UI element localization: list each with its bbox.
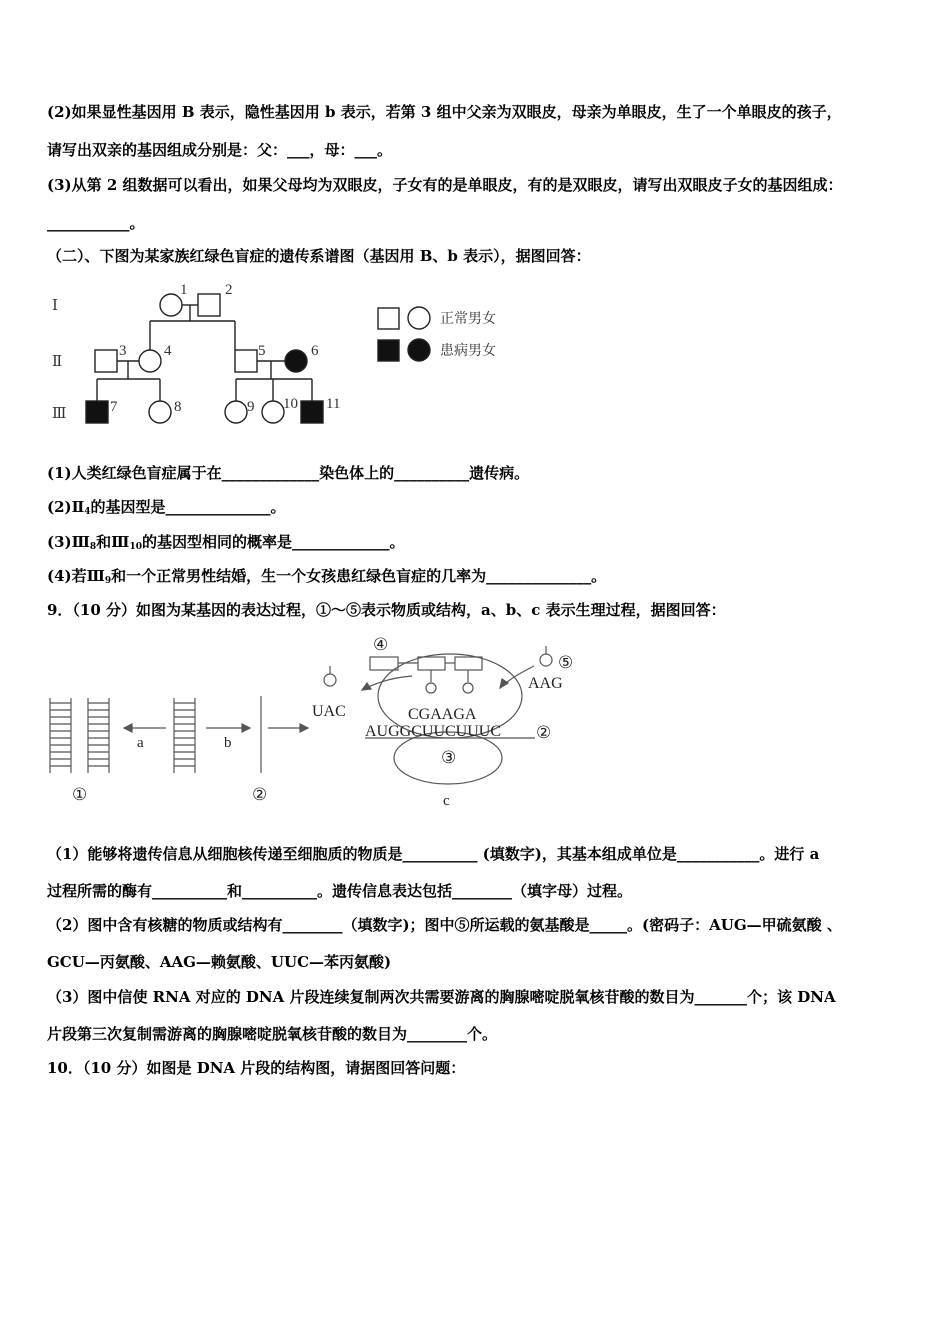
- q2-p2-line2: 请写出双亲的基因组成分别是：父：___，母：___。: [47, 141, 393, 159]
- num-5: 5: [258, 343, 266, 359]
- trna-right-anticodon: AAG: [528, 675, 563, 692]
- pedigree-individual-10: [262, 401, 284, 423]
- num-2: 2: [225, 282, 233, 298]
- fig-label-2-right: ②: [536, 723, 552, 742]
- num-6: 6: [311, 343, 319, 359]
- legend-normal-label: 正常男女: [440, 312, 496, 327]
- num-4: 4: [164, 343, 172, 359]
- q2-p2-line1: (2)如果显性基因用 B 表示，隐性基因用 b 表示，若第 3 组中父亲为双眼皮，母亲为单眼皮，生了一个单眼皮的孩子，: [47, 103, 842, 121]
- num-11: 11: [326, 396, 341, 412]
- fig-label-c: c: [443, 793, 450, 809]
- q9-s1-line1: （1）能够将遗传信息从细胞核传递至细胞质的物质是__________ (填数字)，其基本组成单位是___________。进行 a: [47, 845, 820, 863]
- q2-p3-line1: (3)从第 2 组数据可以看出，如果父母均为双眼皮，子女有的是单眼皮，有的是双眼皮，请写出双眼皮子女的基因组成：: [47, 176, 843, 194]
- q9-s3-line2: 片段第三次复制需游离的胸腺嘧啶脱氧核苷酸的数目为________个。: [47, 1025, 498, 1043]
- trna-right: [540, 654, 552, 666]
- dna-rungs-2: [174, 703, 195, 766]
- num-3: 3: [119, 343, 127, 359]
- q9-title: 9．（10 分）如图为某基因的表达过程，①～⑤表示物质或结构，a、b、c 表示生理过程，据图回答：: [47, 601, 726, 619]
- part2-intro: （二）、下图为某家族红绿色盲症的遗传系谱图（基因用 B、b 表示），据图回答：: [47, 247, 591, 265]
- pedigree-individual-4: [139, 350, 161, 372]
- pedigree-individual-3: [95, 350, 117, 372]
- part2-q1: (1)人类红绿色盲症属于在_____________染色体上的__________遗传病。: [47, 464, 530, 482]
- q9-s2-line2: GCU—丙氨酸、AAG—赖氨酸、UUC—苯丙氨酸): [47, 953, 392, 971]
- legend-affected-label: 患病男女: [440, 344, 496, 359]
- fig-label-4: ④: [373, 635, 389, 654]
- legend-affected-female: [408, 339, 430, 361]
- num-9: 9: [247, 399, 255, 415]
- fig-label-b: b: [224, 735, 232, 751]
- gen-label-2: Ⅱ: [52, 354, 63, 370]
- part2-q2: $(2)Ⅱ_4$的基因型是______________。: [47, 498, 286, 517]
- fig-label-1: ①: [72, 785, 88, 804]
- gene-expression-figure: [40, 630, 600, 815]
- pedigree-individual-1: [160, 294, 182, 316]
- num-1: 1: [180, 282, 188, 298]
- q2-p3-line2: ___________。: [47, 214, 145, 232]
- gen-label-3: Ⅲ: [52, 406, 67, 422]
- amino-acid-4: [370, 657, 398, 670]
- q9-s2-line1: （2）图中含有核糖的物质或结构有________（填数字)；图中⑤所运载的氨基酸是_____。(密码子：AUG—甲硫氨酸 、: [47, 916, 842, 934]
- fig-label-2-left: ②: [252, 785, 268, 804]
- legend-affected-male: [378, 340, 399, 361]
- pedigree-individual-2: [198, 294, 220, 316]
- pedigree-individual-8: [149, 401, 171, 423]
- dna-rungs-1: [50, 703, 109, 766]
- q10-title: 10．（10 分）如图是 DNA 片段的结构图，请据图回答问题：: [47, 1059, 466, 1077]
- part2-q3: $(3)Ⅲ_8$和$Ⅲ_{10}$的基因型相同的概率是_____________。: [47, 533, 405, 552]
- fig-label-a: a: [137, 735, 144, 751]
- pedigree-individual-6: [285, 350, 307, 372]
- num-10: 10: [283, 396, 298, 412]
- anticodon-sequence: CGAAGA: [408, 706, 477, 723]
- fig-label-5: ⑤: [558, 653, 574, 672]
- mrna-sequence: AUGGCUUCUUUC: [365, 723, 502, 740]
- num-7: 7: [110, 399, 118, 415]
- pedigree-individual-11: [301, 401, 323, 423]
- num-8: 8: [174, 399, 182, 415]
- trna-left: [324, 674, 336, 686]
- gen-label-1: Ⅰ: [52, 298, 58, 314]
- pedigree-chart: [40, 278, 540, 438]
- trna-left-anticodon: UAC: [312, 703, 346, 720]
- amino-acid-a: [418, 657, 445, 670]
- pedigree-individual-7: [86, 401, 108, 423]
- q9-s3-line1: （3）图中信使 RNA 对应的 DNA 片段连续复制两次共需要游离的胸腺嘧啶脱氧核苷酸的数目为_______个；该 DNA: [47, 988, 836, 1006]
- fig-label-3: ③: [441, 748, 457, 767]
- q9-s1-line2: 过程所需的酶有__________和__________。遗传信息表达包括________（填字母）过程。: [47, 882, 633, 900]
- amino-acid-b: [455, 657, 482, 670]
- pedigree-individual-9: [225, 401, 247, 423]
- pedigree-individual-5: [235, 350, 257, 372]
- part2-q4: (4)若$Ⅲ_9$和一个正常男性结婚，生一个女孩患红绿色盲症的几率为______________。: [47, 567, 607, 586]
- legend-normal-female: [408, 307, 430, 329]
- legend-normal-male: [378, 308, 399, 329]
